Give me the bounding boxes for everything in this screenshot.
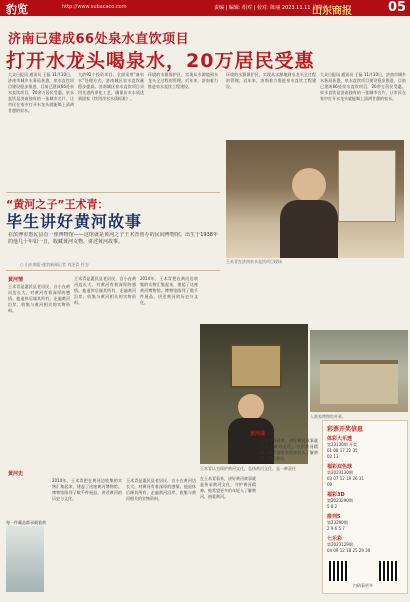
- lottery-title: 彩票开奖信息: [327, 426, 364, 433]
- lottery-line: 02 11: [327, 454, 339, 459]
- story2-column-6: 在王术青看来，讲好黄河故事就是传承黄河文化，守护黄河精神。他希望更多的年轻人了解黄河、热爱黄河。: [200, 476, 256, 499]
- lottery-line: 第2023129期: [327, 542, 353, 547]
- page-number: 05: [388, 0, 407, 15]
- lottery-line: 01 08 17 22 35: [327, 448, 358, 453]
- lottery-line: 04 09 12 18 25 29 30: [327, 548, 371, 553]
- feature-heading: [6, 196, 211, 231]
- divider: [6, 192, 220, 193]
- feature-kicker: “黄河之子”王术青：: [6, 198, 109, 211]
- lottery-heading: 体彩大乐透: [327, 436, 353, 442]
- story2-column-1: 王术青是惠民县老居民，自小在黄河边长大，对黄河有着深厚的感情。他退休后倾其所有，走遍黄河沿岸，收集与黄河相关的实物资料。: [8, 284, 70, 313]
- lottery-heading: 福彩双色球: [327, 464, 353, 470]
- qr-code-icon[interactable]: [329, 561, 349, 581]
- lottery-line: 第23290期: [327, 520, 348, 525]
- story2-column-5: 王术青是惠民县老居民，自小在黄河边长大，对黄河有着深厚的感情。他退休后倾其所有，走遍黄河沿岸，收集与黄河相关的实物资料。: [126, 478, 196, 501]
- qr-code-icon[interactable]: [379, 561, 399, 581]
- story1-column-4: 环境的水源保护区，实现从水源地到水龙头全过程的管理。近年来，济南着力推进泉水直饮工程建设。: [226, 72, 316, 89]
- page-header-bar: [0, 0, 410, 16]
- story2-column-2: 王术青是惠民县老居民，自小在黄河边长大，对黄河有着深厚的感情。他退休后倾其所有，走遍黄河沿岸，收集与黄河相关的实物资料。: [74, 276, 136, 305]
- story1-column-2: 大约92个投资项目，全部采用“备泉水”处理方式，济南城区泉水直饮量稳步提高。济南城区泉水直饮项目采用先进的净化工艺，确保出水水质达到国家《饮用净水水质标准》。: [78, 72, 144, 101]
- lottery-heading: 排列5: [327, 514, 341, 520]
- section-heading: 黄河魂: [250, 431, 266, 437]
- qr-label: 扫码看更多: [353, 583, 373, 588]
- story2-column-3: 2014年，王术青把在黄河边收集的实物汇集起来，建起了这座黄河博物馆。博物馆陈列了数千件展品，讲述黄河的历史与文化。: [140, 276, 198, 305]
- lottery-line: 第2023130期: [327, 470, 353, 475]
- feature-title: 毕生讲好黄河故事: [6, 212, 143, 231]
- lottery-box: [322, 420, 408, 594]
- photo2-caption: 王术青认为保护黄河文化，弘扬黄河文化，是一种责任: [200, 466, 296, 471]
- site-url: http://www.subacaco.com: [62, 4, 127, 10]
- photo-museum-exterior: [310, 330, 408, 412]
- lottery-line: 第2023290期: [327, 498, 353, 503]
- lottery-line: 09: [327, 482, 333, 487]
- lottery-line: 第23130期 开奖: [327, 442, 357, 447]
- section-heading: 黄河史: [8, 471, 24, 477]
- photo3-caption: 入淮家博物馆外景。: [310, 414, 346, 419]
- lottery-line: 03 07 12 19 26 31: [327, 476, 364, 481]
- lottery-heading: 七乐彩: [327, 536, 343, 542]
- photo1-caption: 王术青在济南泉水直饮项目现场: [226, 259, 282, 264]
- headline-kicker: 济南已建成66处泉水直饮项目: [8, 32, 190, 47]
- photo-man-with-chart: [226, 140, 404, 258]
- story2-column-7: 在王术青看来，讲好黄河故事就是传承黄河文化，守护黄河精神。他希望更多的年轻人了解黄河、热爱黄河。: [260, 438, 318, 461]
- story1-column-3: 环境的水源保护区，实现从水源地到水龙头全过程的管理。近年来，济南着力推进泉水直饮工程建设。: [148, 72, 218, 89]
- story1-column-1: 大众日报讯 通讯员 王磊 11月10日，济南市城乡水务局获悉，泉水直饮项目建设稳步推进，目前已建成66处泉水直饮项目，20余万居民受惠。泉水直饮是济南独有的一张城市名片，让市民在家中打开水龙头就能喝上清冽甘甜的泉水。: [8, 72, 74, 113]
- headline-title: 打开水龙头喝泉水，20万居民受惠: [6, 50, 315, 72]
- feature-byline: ○ 山东商报·速豹新闻记者 刘芝青 任为: [20, 262, 89, 267]
- newspaper-brand: 山东商报: [312, 6, 352, 17]
- lottery-heading: 福彩3D: [327, 492, 345, 498]
- bottom-photo-caption: 每一件藏品都承载着黄: [6, 520, 46, 525]
- story2-column-4: 2014年，王术青把在黄河边收集的实物汇集起来，建起了这座黄河博物馆。博物馆陈列了数千件展品，讲述黄河的历史与文化。: [52, 478, 122, 501]
- lottery-line: 2 9 6 5 7: [327, 526, 345, 531]
- edition-info: 责编 | 编辑: 组对 | 校对: 陈丽 2023.11.11 星期六 五: [214, 5, 334, 11]
- lottery-line: 5 8 2: [327, 504, 338, 509]
- photo-artifact: [6, 526, 44, 592]
- section-heading: 黄河情: [8, 277, 24, 283]
- divider: [6, 270, 220, 271]
- feature-intro: 在滨博市惠民县有一座博物馆——这馆就是黄河之子王术青创办的民间博物馆。出生于1938年的他几十年如一日，收藏黄河文物、讲述黄河故事。: [8, 232, 218, 245]
- section-name: 豹览: [6, 3, 28, 16]
- story1-column-5: 大众日报讯 通讯员 王磊 11月10日，济南市城乡水务局获悉，泉水直饮项目建设稳步推进，目前已建成66处泉水直饮项目，20余万居民受惠。泉水直饮是济南独有的一张城市名片，让市民在家中打开水龙头就能喝上清冽甘甜的泉水。: [320, 72, 406, 101]
